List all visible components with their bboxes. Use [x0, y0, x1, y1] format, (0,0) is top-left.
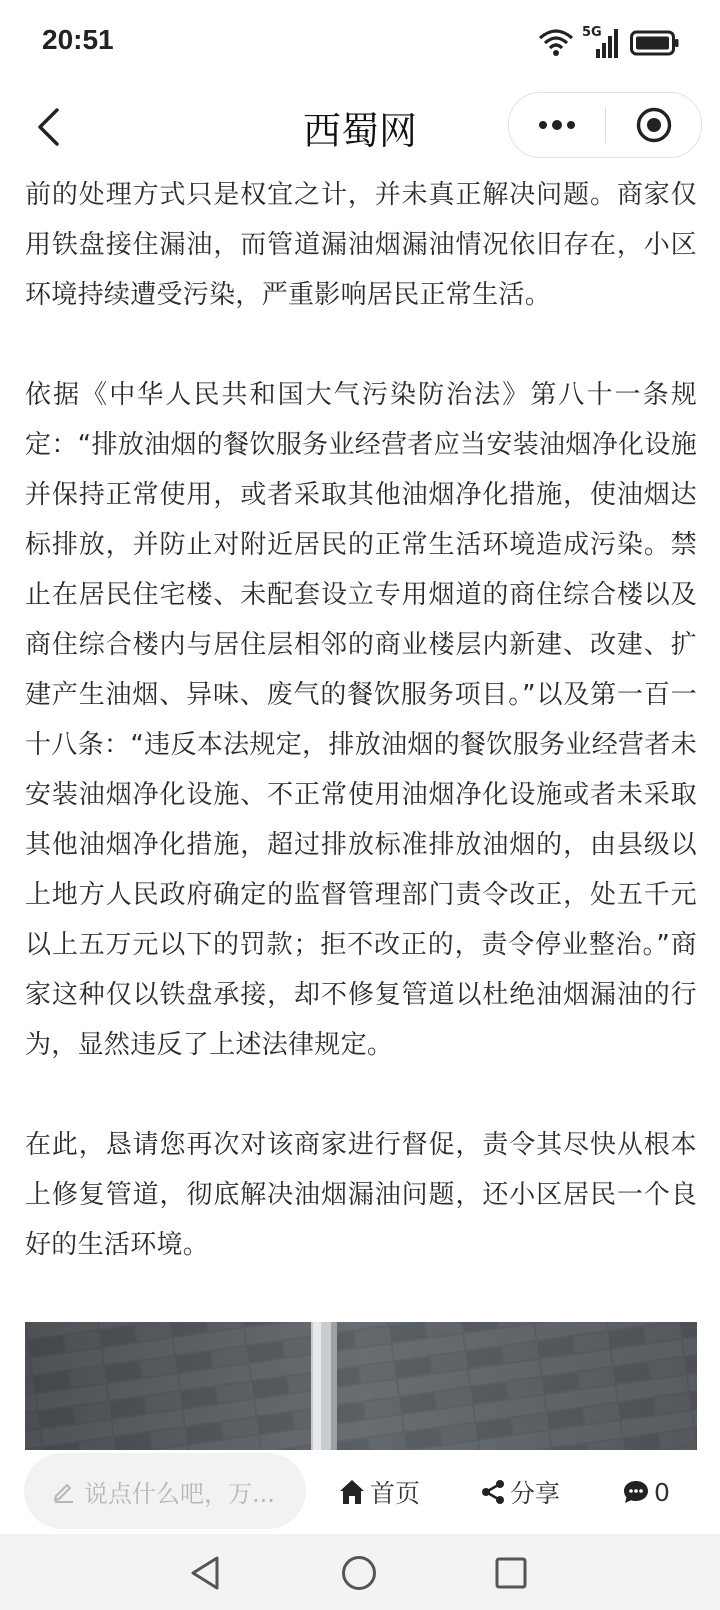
system-recents-button[interactable]: [488, 1550, 534, 1596]
target-circle-icon: [635, 106, 673, 144]
paragraph-gap: [25, 320, 697, 370]
nav-bar: [0, 84, 720, 170]
system-home-button[interactable]: [336, 1550, 382, 1596]
article-paragraph-1: 前的处理方式只是权宜之计，并未真正解决问题。商家仅用铁盘接住漏油，而管道漏油烟漏油情况依旧存在，小区环境持续遭受污染，严重影响居民正常生活。: [25, 180, 697, 310]
wifi-icon: [538, 28, 574, 58]
comment-count: 0: [654, 1477, 670, 1507]
close-mini-program-button[interactable]: [606, 93, 701, 157]
battery-icon: [630, 29, 680, 57]
comment-input[interactable]: [24, 1453, 306, 1529]
system-back-button[interactable]: [182, 1550, 228, 1596]
pencil-icon: [52, 1479, 76, 1503]
article-paragraph-2: 依据《中华人民共和国大气污染防治法》第八十一条规定：“排放油烟的餐饮服务业经营者应当安装油烟净化设施并保持正常使用，或者采取其他油烟净化措施，使油烟达标排放，并防止对附近居民的正常生活环境造成污染。禁止在居民住宅楼、未配套设立专用烟道的商住综合楼以及商住综合楼内与居住层相邻的商业楼层内新建、改建、扩建产生油烟、异味、废气的餐饮服务项目。”以及第一百一十八条：“违反本法规定，排放油烟的餐饮服务业经营者未安装油烟净化设施、不正常使用油烟净化设施或者未采取其他油烟净化措施，超过排放标准排放油烟的，由县级以上地方人民政府确定的监督管理部门责令改正，处五千元以上五万元以下的罚款；拒不改正的，责令停业整治。”商家这种仅以铁盘承接，却不修复管道以杜绝油烟漏油的行为，显然违反了上述法律规定。: [25, 380, 697, 1060]
comments-button[interactable]: [622, 1470, 670, 1514]
status-bar: [0, 0, 720, 84]
article-body: [25, 170, 697, 1450]
home-icon: [338, 1478, 366, 1506]
more-button[interactable]: [509, 93, 605, 157]
article-paragraph-3: 在此，恳请您再次对该商家进行督促，责令其尽快从根本上修复管道，彻底解决油烟漏油问题，还小区居民一个良好的生活环境。: [25, 1130, 697, 1260]
home-button[interactable]: [338, 1470, 420, 1514]
page-title: 西蜀网: [302, 109, 417, 153]
system-navigation-bar: [0, 1534, 720, 1610]
circle-home-icon: [340, 1554, 378, 1592]
bottom-action-bar: [0, 1450, 720, 1534]
share-button[interactable]: [480, 1470, 560, 1514]
status-icons: [538, 26, 680, 60]
square-recents-icon: [494, 1556, 528, 1590]
mini-program-capsule: [508, 92, 702, 158]
home-label: 首页: [370, 1479, 421, 1508]
article-photo[interactable]: [25, 1322, 697, 1450]
share-icon: [480, 1479, 506, 1505]
comment-placeholder: 说点什么吧，万...: [84, 1479, 275, 1508]
status-time: 20:51: [42, 24, 114, 55]
comment-bubble-icon: [622, 1479, 650, 1505]
network-type-label: 5G: [582, 25, 602, 40]
triangle-back-icon: [188, 1555, 222, 1591]
more-dots-icon: [537, 119, 577, 131]
paragraph-gap: [25, 1070, 697, 1120]
brick-wall-image: [25, 1322, 697, 1450]
share-label: 分享: [510, 1479, 561, 1508]
cellular-5g-icon: [582, 27, 622, 59]
